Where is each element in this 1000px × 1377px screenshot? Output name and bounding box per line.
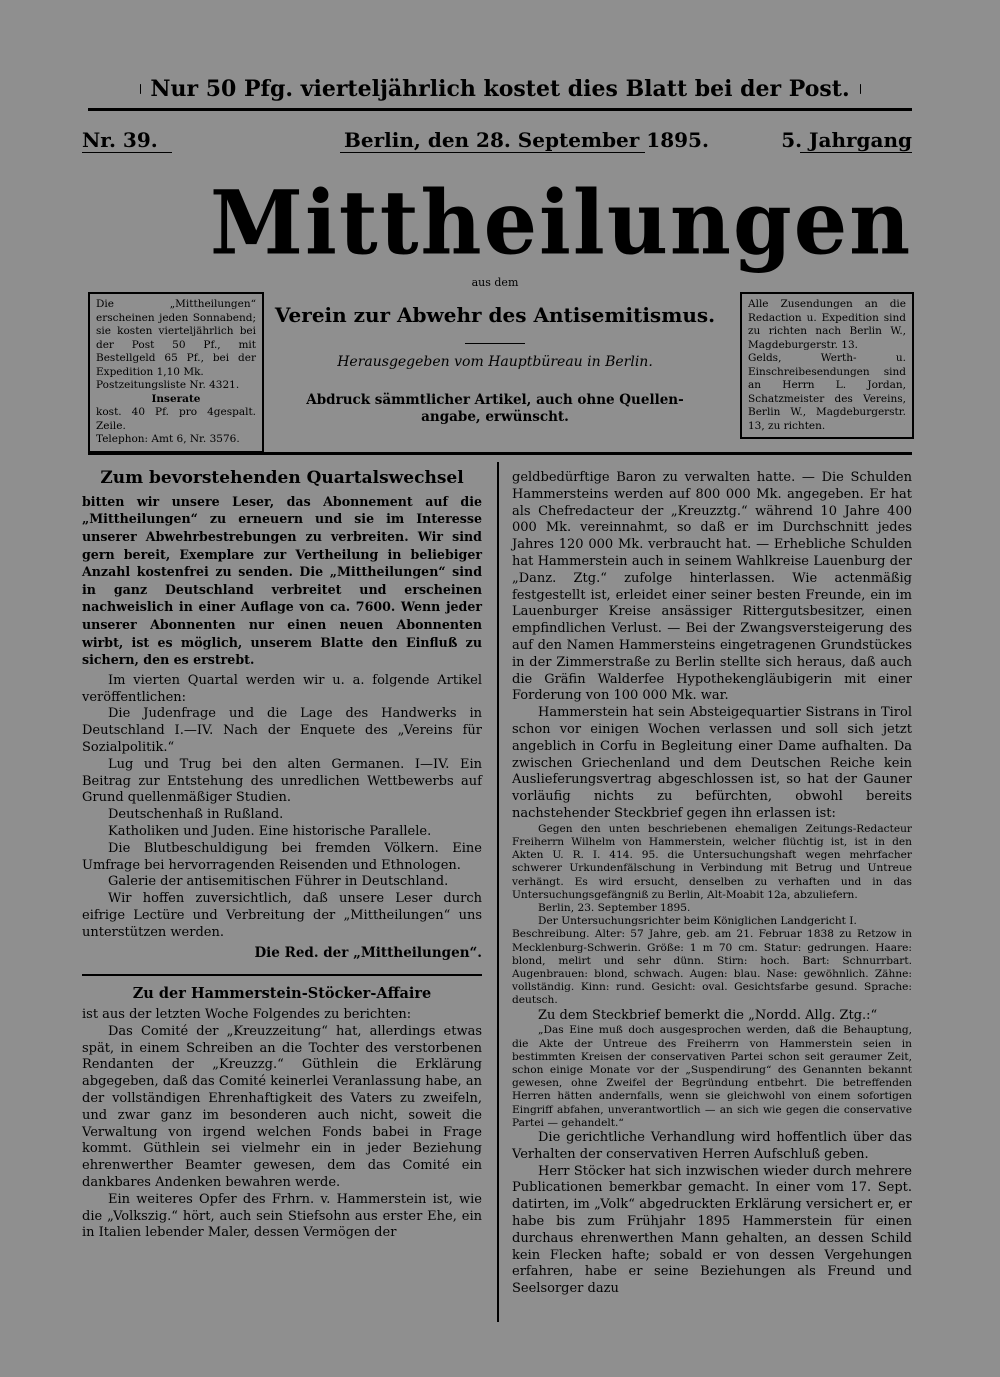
box-line: Die „Mittheilungen“ erscheinen jeden Sonnabend; sie kosten vierteljährlich bei der Post 50 Pf., mit Bestellgeld 65 Pf., bei der Expedition 1,10 Mk. <box>96 298 256 378</box>
top-banner <box>140 74 860 104</box>
banner-rule <box>88 108 912 111</box>
steckbrief-judge: Der Untersuchungsrichter beim Königlichen Landgericht I. <box>538 915 857 928</box>
paragraph: Herr Stöcker hat sich inzwischen wieder durch mehrere Publicationen bemerkbar gemacht. In einer vom 17. Sept. datirten, im „Volk“ abgedruckten Erklärung versichert er, er habe bis zum Frühjahr 1895 Hammerstein für einen durchaus ehrenwerthen Mann gehalten, an dessen Schild kein Flecken hafte; sobald er von dessen Vergehungen erfahren, habe er seine Beziehungen als Freund und Seelsorger dazu <box>512 1163 912 1297</box>
article-list-item: Deutschenhaß in Rußland. <box>108 807 284 823</box>
steckbrief-description: Beschreibung. Alter: 57 Jahre, geb. am 21. Februar 1838 zu Retzow in Mecklenburg-Schwerin. Größe: 1 m 70 cm. Statur: gedrungen. Haare: blond, melirt und sehr dünn. Stirn: hoch. Bart: Schnurrbart. Augenbrauen: blond, schwach. Augen: blau. Nase: gewöhnlich. Zähne: vollständig. Kinn: rund. Gesicht: oval. Gesichtsfarbe gesund. Sprache: deutsch. <box>512 928 912 1007</box>
article-list-item: Galerie der antisemitischen Führer in Deutschland. <box>108 874 449 890</box>
quote-text: „Das Eine muß doch ausgesprochen werden, daß die Behauptung, die Akte der Untreue des Freiherrn von Hammerstein seien in bestimmten Kreisen der conservativen Partei schon seit geraumer Zeit, schon einige Monate vor der „Suspendirung“ des Genannten bekannt gewesen, ohne Zweifel der Begründung entbehrt. Die betreffenden Herren hätten andernfalls, wenn sie gleichwohl von einem sofortigen Eingriff abfahen, unverantwortlich — an sich wie gegen die conservative Partei — gehandelt.“ <box>512 1024 912 1129</box>
column-divider <box>497 462 499 1322</box>
verein-name: Verein zur Abwehr des Antisemitismus. <box>274 303 716 327</box>
herausgegeben: Herausgegeben vom Hauptbüreau in Berlin. <box>337 354 653 370</box>
paragraph: Das Comité der „Kreuzzeitung“ hat, allerdings etwas spät, in einem Schreiben an die Tochter des verstorbenen Rendanten der „Kreuzzg.“ Güthlein die Erklärung abgegeben, daß das Comité keinerlei Veranlassung habe, an der vollständigen Ehrenhaftigkeit des Vaters zu zweifeln, und zwar ganz im besonderen auch nicht, soweit die Verwaltung von irgend welchen Fonds babei in Frage kommt. Güthlein sei vielmehr ein in jeder Beziehung ehrenwerther Beamter gewesen, dem das Comité ein dankbares Andenken bewahren werde. <box>82 1023 482 1191</box>
steckbrief-date: Berlin, 23. September 1895. <box>538 901 691 914</box>
abdruck-notice: Abdruck sämmtlicher Artikel, auch ohne Quellen-angabe, erwünscht. <box>306 392 684 425</box>
paragraph: geldbedürftige Baron zu verwalten hatte. — Die Schulden Hammersteins werden auf 800 000 Mk. angegeben. Er hat als Chefredacteur der „Kreuzztg.“ während 10 Jahre 400 000 Mk. vereinnahmt, so daß er im Durchschnitt jedes Jahres 120 000 Mk. verbraucht hat. — Erhebliche Schulden hat Hammerstein auch in seinem Wahlkreise Lauenburg der „Danz. Ztg.“ zufolge hinterlassen. Wie actenmäßig festgestellt ist, erleidet einer seiner besten Freunde, ein im Lauenburger Kreise ansässiger Rittergutsbesitzer, einen empfindlichen Verlust. — Bei der Zwangsversteigerung des auf den Namen Hammersteins eingetragenen Grundstückes in der Zimmerstraße zu Berlin stellte sich heraus, daß auch die Gräfin Walderfee Hypothekengläubigerin mit einer Forderung von 100 000 Mk. war. <box>512 470 912 704</box>
box-line: Telephon: Amt 6, Nr. 3576. <box>96 433 240 445</box>
banner-text: Nur 50 Pfg. vierteljährlich kostet dies Blatt bei der Post. <box>150 76 850 102</box>
address-box <box>740 292 914 439</box>
subtitle-block <box>270 276 720 426</box>
box-line: Postzeitungsliste Nr. 4321. <box>96 379 240 391</box>
paragraph: Zu dem Steckbrief bemerkt die „Nordd. Allg. Ztg.:“ <box>538 1007 878 1023</box>
closing-text: Wir hoffen zuversichtlich, daß unsere Leser durch eifrige Lectüre und Verbreitung der „Mittheilungen“ uns unterstützen werden. <box>82 891 482 940</box>
article-title: Zum bevorstehenden Quartalswechsel <box>100 468 464 488</box>
paragraph: Ein weiteres Opfer des Frhrn. v. Hammerstein ist, wie die „Volkszig.“ hört, auch sein Stiefsohn aus erster Ehe, ein in Italien lebender Maler, dessen Vermögen der <box>82 1191 482 1241</box>
left-column <box>82 470 482 1242</box>
paragraph: ist aus der letzten Woche Folgendes zu berichten: <box>82 1007 412 1023</box>
article-title: Zu der Hammerstein-Stöcker-Affaire <box>132 985 432 1003</box>
article-list-item: Lug und Trug bei den alten Germanen. I—IV. Ein Beitrag zur Entstehung des unredlichen Wettbewerbs auf Grund quellenmäßiger Studien. <box>82 756 482 806</box>
article-list-item: Katholiken und Juden. Eine historische Parallele. <box>108 823 432 839</box>
section-rule <box>88 452 912 455</box>
box-line: Inserate <box>151 392 201 405</box>
header-underline <box>340 152 645 153</box>
right-column <box>512 470 912 1298</box>
header-line <box>82 128 912 152</box>
subscription-notice: bitten wir unsere Leser, das Abonnement auf die „Mittheilungen“ zu erneuern und sie im Interesse unserer Abwehrbestrebungen zu verbreiten. Wir sind gern bereit, Exemplare zur Vertheilung in beliebiger Anzahl kostenfrei zu senden. Die „Mittheilungen“ sind in ganz Deutschland verbreitet und erscheinen nachweislich in einer Auflage von ca. 7600. Wenn jeder unserer Abonnenten nur einen neuen Abonnenten wirbt, ist es möglich, unserem Blatte den Einfluß zu sichern, den es erstrebt. <box>82 493 482 668</box>
intro-text: Im vierten Quartal werden wir u. a. folgende Artikel veröffentlichen: <box>82 672 482 705</box>
volume: 5. Jahrgang <box>781 128 912 152</box>
header-underline <box>800 152 912 153</box>
dateline: Berlin, den 28. September 1895. <box>344 128 709 152</box>
masthead: Mittheilungen <box>210 170 913 275</box>
box-line: Alle Zusendungen an die Redaction u. Expedition sind zu richten nach Berlin W., Magdeburgerstr. 13. <box>748 298 906 351</box>
paragraph: Die gerichtliche Verhandlung wird hoffentlich über das Verhalten der conservativen Herren Aufschluß geben. <box>512 1130 912 1162</box>
subscription-box <box>88 292 264 453</box>
header-underline <box>82 152 172 153</box>
column-rule <box>82 974 482 976</box>
steckbrief-text: Gegen den unten beschriebenen ehemaligen Zeitungs-Redacteur Freiherrn Wilhelm von Hammerstein, welcher flüchtig ist, ist in den Akten U. R. I. 414. 95. die Untersuchungshaft wegen mehrfacher schwerer Urkundenfälschung in Verbindung mit Betrug und Untreue verhängt. Es wird ersucht, denselben zu verhaften und in das Untersuchungsgefängniß zu Berlin, Alt-Moabit 12a, abzuliefern. <box>512 822 912 901</box>
signature: Die Red. der „Mittheilungen“. <box>254 945 482 962</box>
paragraph: Hammerstein hat sein Absteigequartier Sistrans in Tirol schon vor einigen Wochen verlassen und soll sich jetzt angeblich in Corfu in Begleitung einer Dame aufhalten. Da zwischen Griechenland und dem Deutschen Reiche kein Auslieferungsvertrag abgeschlossen ist, so hat der Gauner vorläufig nichts zu befürchten, obwohl bereits nachstehender Steckbrief gegen ihn erlassen ist: <box>512 705 912 821</box>
article-list-item: Die Judenfrage und die Lage des Handwerks in Deutschland I.—IV. Nach der Enquete des „Vereins für Sozialpolitik.“ <box>82 706 482 755</box>
ornament-rule <box>465 343 525 344</box>
box-line: kost. 40 Pf. pro 4gespalt. Zeile. <box>96 406 256 432</box>
issue-number: Nr. 39. <box>82 128 158 152</box>
article-list-item: Die Blutbeschuldigung bei fremden Völkern. Eine Umfrage bei hervorragenden Reisenden und Ethnologen. <box>82 840 482 873</box>
aus-dem: aus dem <box>471 276 519 289</box>
box-line: Gelds, Werth- u. Einschreibesendungen sind an Herrn L. Jordan, Schatzmeister des Vereins, Berlin W., Magdeburgerstr. 13, zu richten. <box>748 352 906 432</box>
